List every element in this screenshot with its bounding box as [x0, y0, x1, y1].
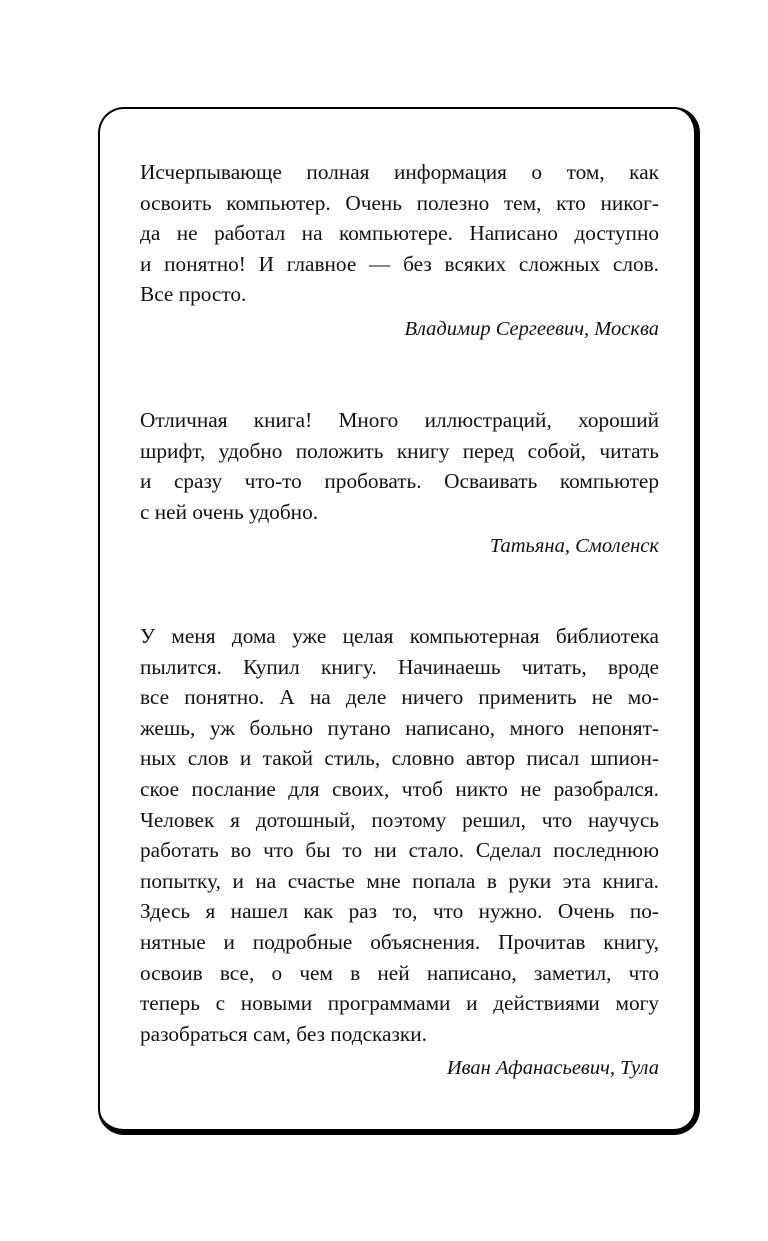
- text-line: Здесь я нашел как раз то, что нужно. Очень по-: [140, 899, 659, 924]
- review-text: [140, 157, 659, 310]
- text-line: попытку, и на счастье мне попала в руки эта книга.: [140, 868, 659, 893]
- text-line: и сразу что-то пробовать. Осваивать компьютер: [140, 469, 659, 494]
- review-author: Татьяна, Смоленск: [489, 535, 659, 558]
- text-line: с ней очень удобно.: [140, 499, 319, 524]
- text-line: ных слов и такой стиль, словно автор писал шпион-: [140, 746, 659, 771]
- text-line: пылится. Купил книгу. Начинаешь читать, вроде: [140, 654, 659, 679]
- text-line: и понятно! И главное — без всяких сложных слов.: [140, 251, 659, 276]
- text-line: жешь, уж больно путано написано, много непонят-: [140, 715, 659, 740]
- review-author: Владимир Сергеевич, Москва: [404, 317, 659, 340]
- text-line: Исчерпывающе полная информация о том, как: [140, 160, 659, 184]
- text-line: У меня дома уже целая компьютерная библиотека: [140, 624, 659, 648]
- text-line: все понятно. А на деле ничего применить не мо-: [140, 685, 659, 710]
- review-text: [140, 621, 659, 1049]
- review-1: [140, 157, 659, 343]
- text-line: освоить компьютер. Очень полезно тем, кто никог-: [140, 190, 659, 215]
- text-line: шрифт, удобно положить книгу перед собой, читать: [140, 438, 659, 463]
- review-2: [140, 405, 659, 560]
- text-line: Человек я дотошный, поэтому решил, что научусь: [140, 807, 659, 832]
- text-line: теперь с новыми программами и действиями могу: [140, 991, 659, 1016]
- text-line: Отличная книга! Много иллюстраций, хороший: [140, 408, 659, 432]
- text-line: да не работал на компьютере. Написано доступно: [140, 221, 659, 246]
- text-line: Все просто.: [140, 282, 247, 307]
- text-line: работать во что бы то ни стало. Сделал последнюю: [140, 838, 659, 863]
- text-line: разобраться сам, без подсказки.: [140, 1021, 427, 1046]
- text-line: нятные и подробные объяснения. Прочитав книгу,: [140, 929, 659, 954]
- review-text: [140, 405, 659, 527]
- text-line: освоив все, о чем в ней написано, заметил, что: [140, 960, 659, 985]
- review-author: Иван Афанасьевич, Тула: [446, 1057, 659, 1080]
- text-line: ское послание для своих, чтоб никто не разобрался.: [140, 776, 659, 801]
- review-3: [140, 621, 659, 1082]
